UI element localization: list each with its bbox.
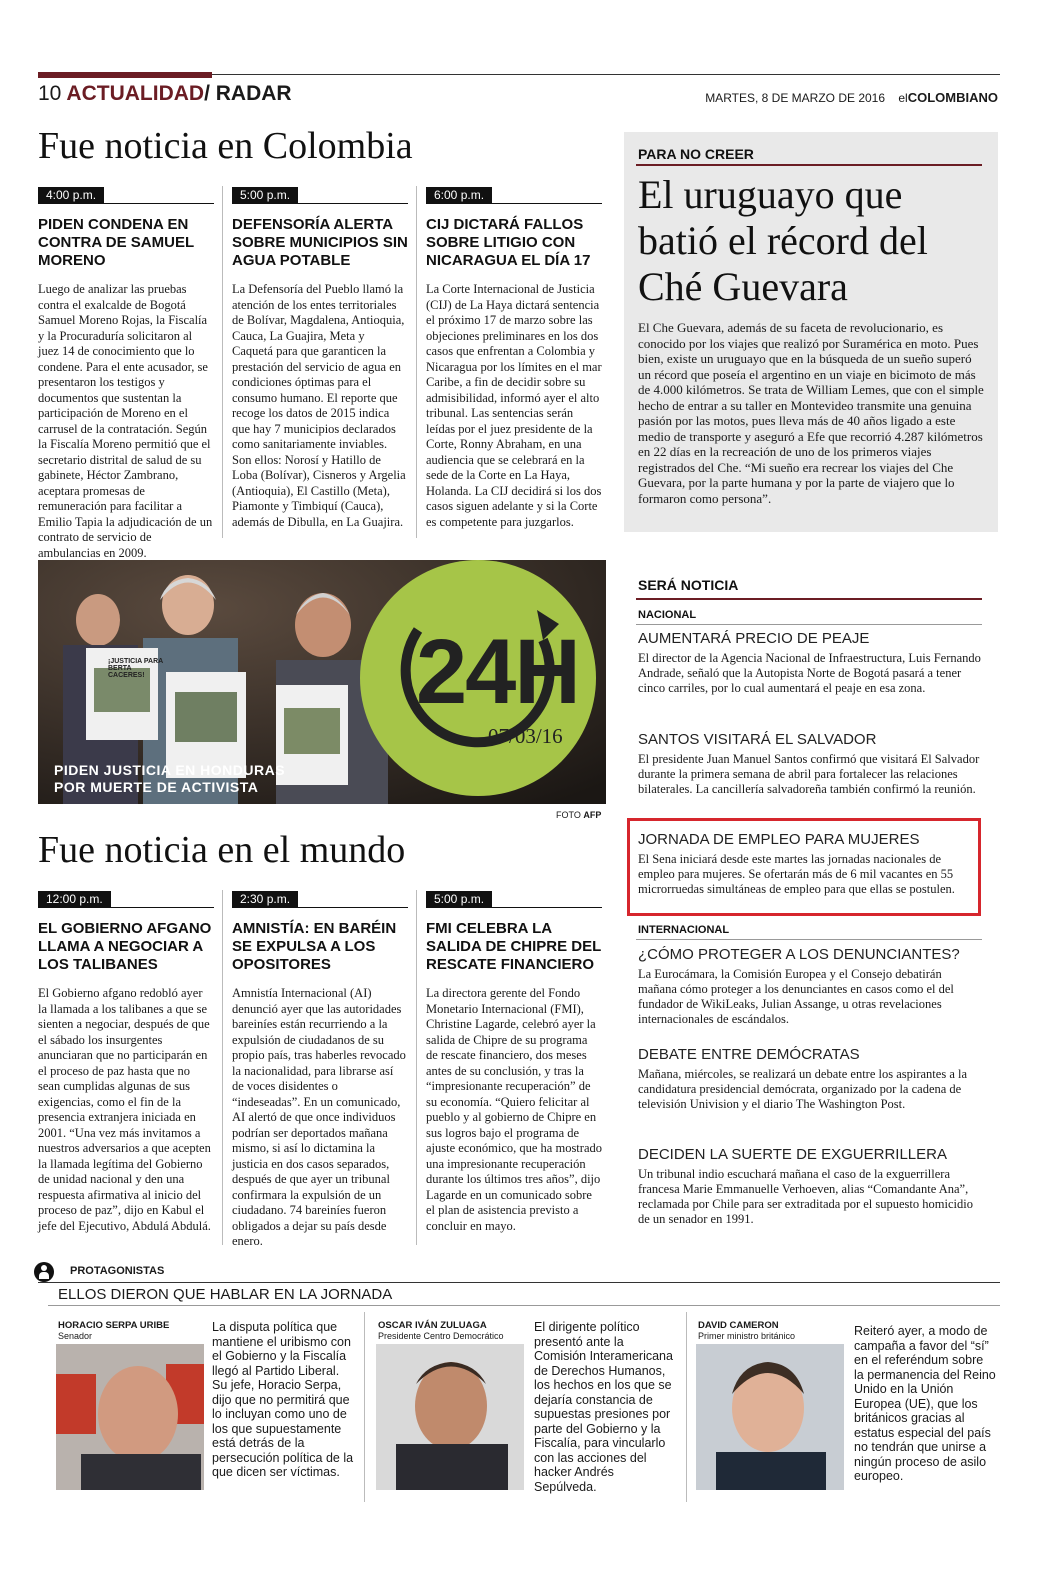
mundo-item-1	[38, 890, 214, 1234]
logo-date: 07/03/16	[488, 724, 563, 748]
protagonist-2-photo	[376, 1344, 524, 1490]
protagonist-quote: El dirigente político presentó ante la Comisión Interamericana de Derechos Humanos, los hechos en los que se dejaría constancia de supuestas presiones por parte del Gobierno y la Fiscalía, para vincularlo con las acciones del hacker Andrés Sepúlveda.	[534, 1320, 673, 1494]
time-rule	[232, 203, 408, 204]
news-headline: FMI CELEBRA LA SALIDA DE CHIPRE DEL RESCATE FINANCIERO	[426, 920, 602, 973]
protagonistas-label: PROTAGONISTAS	[70, 1265, 165, 1277]
protagonist-1	[58, 1320, 169, 1341]
sera-headline: ¿CÓMO PROTEGER A LOS DENUNCIANTES?	[638, 946, 960, 963]
logo-24h: 24H	[416, 621, 579, 723]
news-body: La Defensoría del Pueblo llamó la atención de los entes territoriales de Bolívar, Magdalena, Antioquia, Cauca, La Guajira, Meta y Caquetá para que garanticen la prestación del servicio de agua en condiciones óptimas para el consumo humano. El reporte que recoge los datos de 2015 indica que hay 7 municipios declarados como sanitariamente inviables. Son ellos: Norosí y Hatillo de Loba (Bolívar), Cisneros y Argelia (Antioquia), El Castillo (Meta), Piamonte y Timbiquí (Cauca), además de Dibulla, en La Guajira.	[232, 282, 406, 529]
sera-nacional-item-3	[638, 831, 972, 897]
news-body: Luego de analizar las pruebas contra el exalcalde de Bogotá Samuel Moreno Rojas, la Fiscalía y la Procuraduría solicitaron al juez 14 de conocimiento que lo condene. Para el ente acusador, se presentaron los testigos y documentos que sustentan la participación de Moreno en el carrusel de la contratación. Según la Fiscalía Moreno permitió que el secretario distrital de salud de su gabinete, Héctor Zambrano, aceptara promesas de remuneración para facilitar a Emilio Tapia la adjudicación de un contrato de servicio de ambulancias en 2009.	[38, 282, 213, 560]
page-number: 10	[38, 82, 62, 105]
sera-headline: DECIDEN LA SUERTE DE EXGUERRILLERA	[638, 1146, 947, 1163]
sera-noticia-rule	[636, 598, 982, 600]
protagonist-quote: La disputa política que mantiene el uribismo con el Gobierno y la Fiscalía llegó al Partido Liberal. Su jefe, Horacio Serpa, dijo que no permitirá que lo incluyan como uno de los que supuestamente está detrás de la persecución política de la que dicen ser víctimas.	[212, 1320, 354, 1479]
protagonist-divider	[364, 1312, 365, 1502]
brand-name: COLOMBIANO	[907, 90, 998, 105]
caption-line-2: POR MUERTE DE ACTIVISTA	[54, 779, 259, 795]
section-name: ACTUALIDAD	[66, 82, 205, 105]
protagonist-role: Primer ministro británico	[698, 1331, 796, 1341]
person-icon	[34, 1262, 54, 1282]
sera-headline: JORNADA DE EMPLEO PARA MUJERES	[638, 831, 920, 848]
news-photo	[38, 560, 606, 804]
kicker-rule	[636, 164, 982, 166]
colombia-item-1	[38, 186, 214, 561]
time-rule	[38, 203, 214, 204]
sera-headline: SANTOS VISITARÁ EL SALVADOR	[638, 731, 877, 748]
column-divider	[416, 186, 417, 538]
masthead-right	[705, 90, 998, 105]
header-rule	[212, 74, 1000, 75]
time-badge: 12:00 p.m.	[38, 891, 111, 907]
issue-date: MARTES, 8 DE MARZO DE 2016	[705, 91, 886, 105]
brand-prefix: el	[898, 91, 908, 105]
protagonist-quote: Reiteró ayer, a modo de campaña a favor del “sí” en el referéndum sobre la permanencia del Reino Unido en la Unión Europea (UE), que los británicos gracias al estatus especial del país no tendrán que unirse a ningún proceso de asilo europeo.	[854, 1324, 996, 1483]
sera-internacional-item-1	[638, 946, 982, 1027]
section-header	[38, 82, 292, 106]
protagonistas-subrule	[48, 1305, 1000, 1306]
protagonistas-rule	[38, 1282, 1000, 1283]
sera-internacional-item-2	[638, 1046, 982, 1112]
sera-headline: AUMENTARÁ PRECIO DE PEAJE	[638, 630, 870, 647]
sera-internacional-item-3	[638, 1146, 982, 1227]
news-headline: EL GOBIERNO AFGANO LLAMA A NEGOCIAR A LOS TALIBANES	[38, 920, 212, 973]
mundo-item-2	[232, 890, 408, 1250]
section-separator: /	[204, 82, 210, 105]
nacional-label: NACIONAL	[638, 609, 697, 621]
time-rule	[232, 907, 408, 908]
para-no-creer-title: El uruguayo que batió el récord del Ché Guevara	[638, 172, 928, 309]
protagonist-divider	[686, 1312, 687, 1502]
protagonist-1-photo	[56, 1344, 204, 1490]
news-body: La Corte Internacional de Justicia (CIJ) de La Haya dictará sentencia el próximo 17 de marzo sobre las objeciones preliminares en los dos casos que enfrentan a Colombia y Nicaragua por los límites en el mar Caribe, a fin de decidir sobre su admisibilidad, informó ayer el alto tribunal. Las sentencias serán leídas por el juez presidente de la Corte, Ronny Abraham, en una audiencia que se celebrará en la sede de la Corte en La Haya, Holanda. La CIJ decidirá si los dos casos siguen adelante y si la Corte es competente para juzgarlos.	[426, 282, 602, 529]
sera-nacional-item-2	[638, 731, 982, 797]
sign-text: ¡JUSTICIA PARA BERTA CACERES!	[108, 658, 163, 679]
sera-body: El Sena iniciará desde este martes las jornadas nacionales de empleo para mujeres. Se ofertarán más de 6 mil vacantes en 55 microrruedas simultáneas de empleo para que ellas se postulen.	[638, 852, 955, 896]
time-badge: 6:00 p.m.	[426, 187, 492, 203]
para-no-creer-body: El Che Guevara, además de su faceta de revolucionario, es conocido por los viajes que realizó por Suramérica en moto. Pues bien, existe un uruguayo que en la búsqueda de un sueño superó un récord que poseía el argentino en un viaje en bicimoto de más de 4.000 kilómetros. Se trata de William Lemes, que con el simple hecho de entrar a su taller en Montevideo transmite una genuina pasión por las motos, pues lleva más de 40 años ligado a este medio de transporte y aseguró a Efe que recorrió 4.287 kilómetros en 22 días en la recreación de uno de los primeros viajes registrados del Che. “Mi sueño era recrear los viajes del Che Guevara, por la parte humana y por la parte de viajero que lo formaron como persona”.	[638, 320, 984, 506]
protagonistas-subtitle: ELLOS DIERON QUE HABLAR EN LA JORNADA	[58, 1286, 393, 1303]
header-accent-bar	[38, 72, 212, 78]
time-rule	[38, 907, 214, 908]
protagonist-2	[378, 1320, 504, 1341]
nacional-rule	[636, 624, 982, 625]
colombia-title: Fue noticia en Colombia	[38, 125, 413, 167]
protagonist-role: Presidente Centro Democrático	[378, 1331, 504, 1341]
photo-credit-label: FOTO	[556, 810, 581, 820]
news-body: La directora gerente del Fondo Monetario Internacional (FMI), Christine Lagarde, celebró ayer la salida de Chipre de su programa de rescate financiero, dos meses antes de su conclusión, y tras la “impresionante recuperación” de su economía. “Quiero felicitar al pueblo y al gobierno de Chipre en sus logros bajo el programa de ajuste económico, que ha mostrado una impresionante recuperación durante los últimos tres años”, dijo Lagarde en un comunicado sobre el plan de asistencia previsto a concluir en mayo.	[426, 986, 602, 1233]
time-rule	[426, 203, 602, 204]
time-badge: 5:00 p.m.	[426, 891, 492, 907]
subsection-name: RADAR	[215, 82, 292, 105]
time-badge: 4:00 p.m.	[38, 187, 104, 203]
sera-body: Un tribunal indio escuchará mañana el caso de la exguerrillera francesa Marie Emmanuelle Verhoeven, alias “Comandante Ana”, reclamada por Chile para ser extraditada por el supuesto homicidio de un senador en 1991.	[638, 1167, 973, 1226]
protagonist-name: OSCAR IVÁN ZULUAGA	[378, 1320, 487, 1331]
news-body: El Gobierno afgano redobló ayer la llamada a los talibanes a que se sienten a negociar, después de que el sábado los insurgentes anunciaran que no participarán en el proceso de paz hasta que no sean cumplidas algunas de sus exigencias, como el fin de la presencia extranjera iniciada en 2001. “Una vez más invitamos a nuestros adversarios a que acepten la llamada legítima del Gobierno de unidad nacional y den una respuesta afirmativa al inicio del proceso de paz”, dijo en Kabul el jefe del Ejecutivo, Abdulá Abdulá.	[38, 986, 211, 1233]
protagonist-name: HORACIO SERPA URIBE	[58, 1320, 170, 1331]
sera-headline: DEBATE ENTRE DEMÓCRATAS	[638, 1046, 860, 1063]
mundo-title: Fue noticia en el mundo	[38, 829, 406, 871]
sera-body: Mañana, miércoles, se realizará un debate entre los aspirantes a la candidatura presidencial demócrata, organizado por la cadena de televisión Univision y el diario The Washington Post.	[638, 1067, 968, 1111]
sera-body: El director de la Agencia Nacional de Infraestructura, Luis Fernando Andrade, señaló que la Autopista Norte de Bogotá pasará a tener cinco carriles, por lo cual aumentará el peaje en esa zona.	[638, 651, 981, 695]
time-badge: 5:00 p.m.	[232, 187, 298, 203]
photo-caption	[54, 762, 285, 796]
sera-body: El presidente Juan Manuel Santos confirmó que visitará El Salvador durante la primera semana de abril para fortalecer las relaciones bilaterales. La cancillería salvadoreña también confirmó la reunión.	[638, 752, 980, 796]
time-rule	[426, 907, 602, 908]
column-divider	[416, 890, 417, 1245]
news-headline: AMNISTÍA: EN BARÉIN SE EXPULSA A LOS OPOSITORES	[232, 920, 397, 973]
internacional-label: INTERNACIONAL	[638, 924, 730, 936]
protagonist-name: DAVID CAMERON	[698, 1320, 779, 1331]
column-divider	[222, 890, 223, 1245]
colombia-item-2	[232, 186, 408, 530]
sera-body: La Eurocámara, la Comisión Europea y el Consejo debatirán mañana cómo proteger a los denunciantes en casos como el del fundador de WikiLeaks, Julian Assange, u otras revelaciones internacionales de escándalos.	[638, 967, 954, 1026]
photo-credit-agency: AFP	[583, 810, 602, 820]
internacional-rule	[636, 939, 982, 940]
caption-line-1: PIDEN JUSTICIA EN HONDURAS	[54, 762, 286, 778]
para-no-creer-kicker: PARA NO CREER	[638, 146, 754, 162]
photo-credit	[556, 810, 601, 820]
news-headline: CIJ DICTARÁ FALLOS SOBRE LITIGIO CON NICARAGUA EL DÍA 17	[426, 216, 591, 269]
news-headline: DEFENSORÍA ALERTA SOBRE MUNICIPIOS SIN AGUA POTABLE	[232, 216, 408, 269]
protagonist-role: Senador	[58, 1331, 93, 1341]
colombia-item-3	[426, 186, 602, 530]
sera-noticia-title: SERÁ NOTICIA	[638, 577, 739, 593]
column-divider	[222, 186, 223, 538]
news-body: Amnistía Internacional (AI) denunció ayer que las autoridades bareiníes están recurriendo a la expulsión de ciudadanos de su propio país, tras haberles revocado la nacionalidad, para librarse así de voces disidentes o “indeseadas”. En un comunicado, AI alertó de que once individuos podrían ser deportados mañana mismo, si así lo dictamina la justicia en dos casos separados, después de que ayer un tribunal confirmara la expulsión de un ciudadano. 74 bareiníes fueron obligados a dejar su país desde enero.	[232, 986, 406, 1248]
news-headline: PIDEN CONDENA EN CONTRA DE SAMUEL MORENO	[38, 216, 194, 269]
sera-nacional-item-1	[638, 630, 982, 696]
protagonist-3-photo	[696, 1344, 844, 1490]
mundo-item-3	[426, 890, 602, 1234]
time-badge: 2:30 p.m.	[232, 891, 298, 907]
protagonist-3	[698, 1320, 795, 1341]
